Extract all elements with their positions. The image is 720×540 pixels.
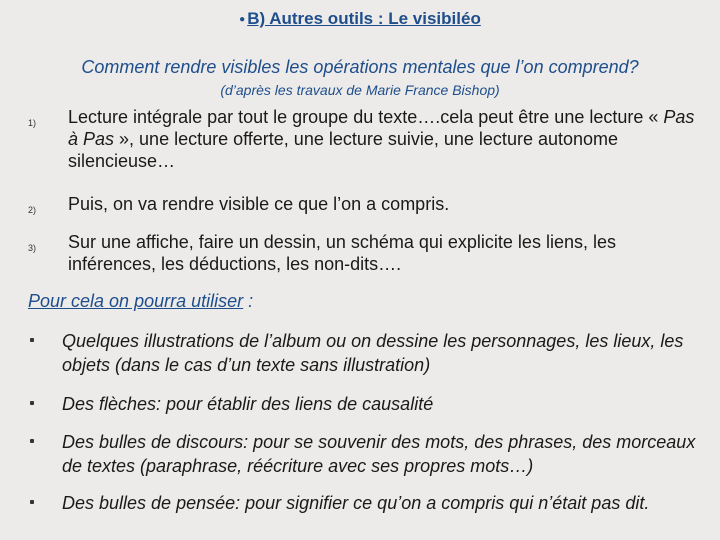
title-bullet-icon: ● [239,14,246,26]
tool-text: Des bulles de pensée: pour signifier ce qu’on a compris qui n’était pas dit. [62,493,650,513]
slide-title [0,9,720,29]
slide-subtitle: Comment rendre visibles les opérations mentales que l’on comprend? [81,57,639,77]
step-text: Lecture intégrale par tout le groupe du texte….cela peut être une lecture « Pas à Pas », une lecture offerte, une lecture suivie, une lecture autonome silencieuse… [68,107,695,171]
step-number: 3) [28,243,37,253]
tool-text: Des flèches: pour établir des liens de causalité [62,394,434,414]
bullet-icon [30,439,34,443]
tools-intro-link: Pour cela on pourra utiliser [28,291,244,311]
step-number: 1) [28,118,37,128]
source-credit: (d’après les travaux de Marie France Bishop) [220,82,500,98]
bullet-icon [30,338,34,342]
tools-intro: Pour cela on pourra utiliser : [28,291,254,311]
tool-text: Quelques illustrations de l’album ou on dessine les personnages, les lieux, les objets (dans le cas d’un texte sans illustration) [62,331,684,375]
step-text: Sur une affiche, faire un dessin, un schéma qui explicite les liens, les inférences, les déductions, les non-dits…. [68,232,616,274]
step-emphasis: Pas à Pas [68,107,695,149]
step-text: Puis, on va rendre visible ce que l’on a compris. [68,194,450,214]
slide-title-text: B) Autres outils : Le visibiléo [247,9,481,28]
bullet-icon [30,500,34,504]
bullet-icon [30,401,34,405]
step-number: 2) [28,205,37,215]
tool-text: Des bulles de discours: pour se souvenir des mots, des phrases, des morceaux de textes (paraphrase, réécriture avec ses propres mots…) [62,432,696,476]
